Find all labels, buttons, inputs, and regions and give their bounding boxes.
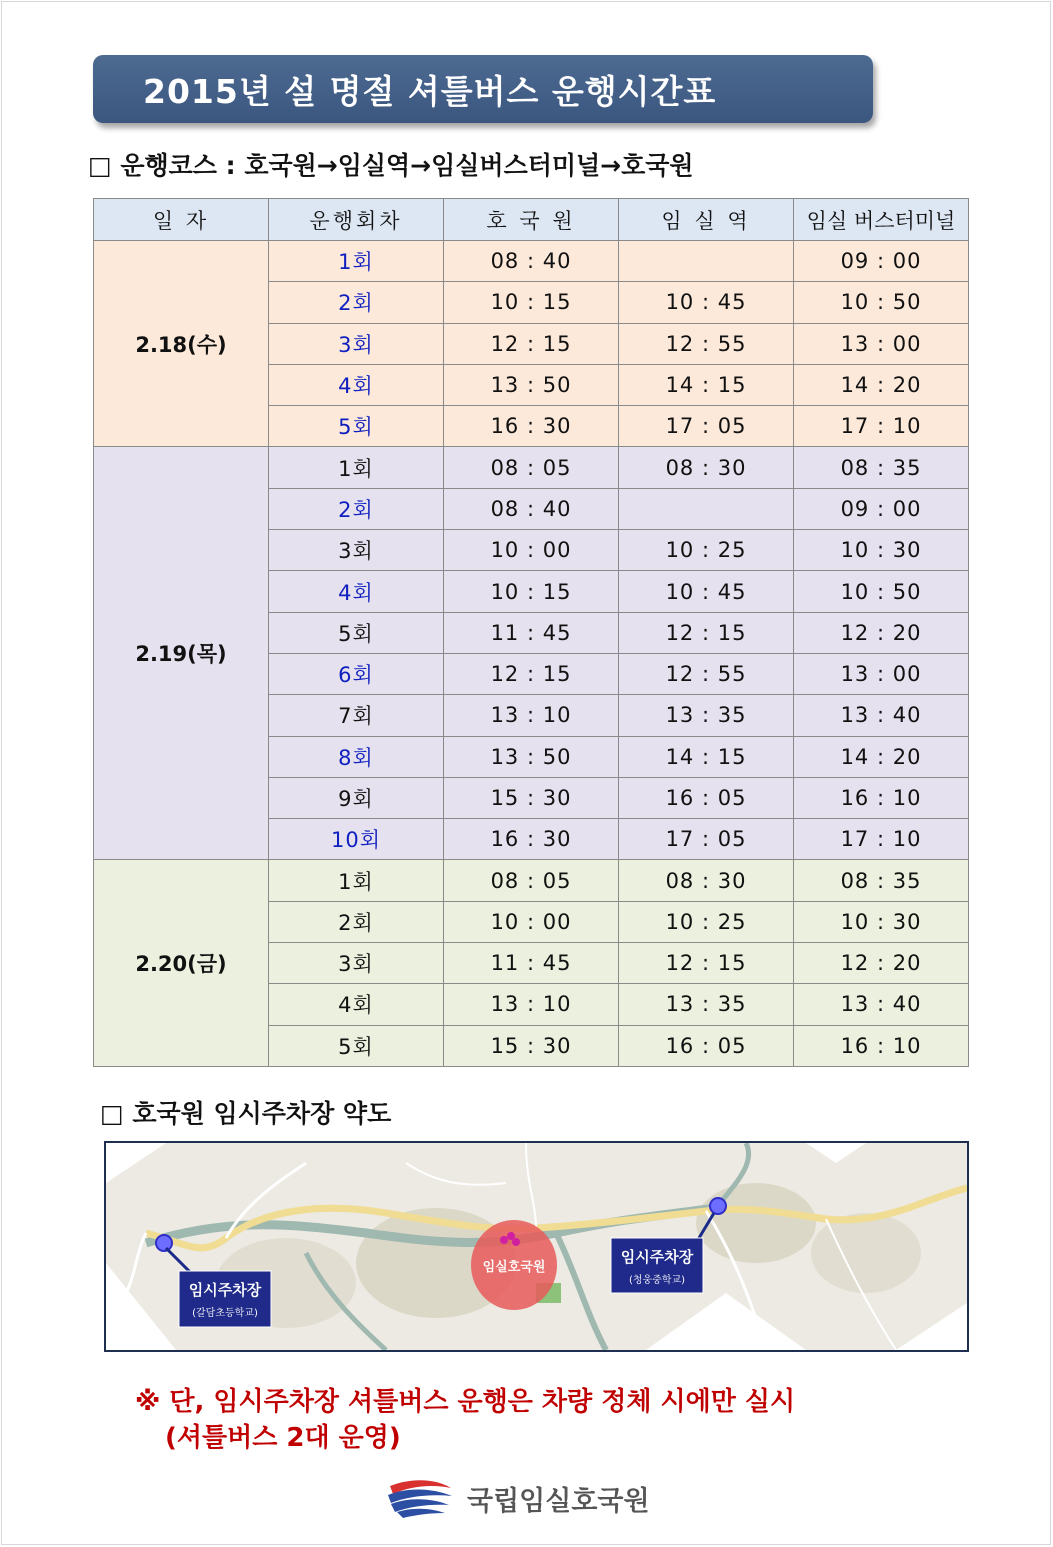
hogukwon-time-cell: 08 : 05 — [444, 447, 619, 488]
terminal-time-cell: 08 : 35 — [794, 860, 969, 901]
left-lot-sub: (갈담초등학교) — [192, 1308, 258, 1319]
hogukwon-time-cell: 15 : 30 — [444, 1025, 619, 1066]
run-cell: 7회 — [269, 695, 444, 736]
imsil-station-time-cell: 10 : 45 — [619, 282, 794, 323]
imsil-station-time-cell: 12 : 55 — [619, 323, 794, 364]
terminal-time-cell: 13 : 40 — [794, 984, 969, 1025]
terminal-time-cell: 08 : 35 — [794, 447, 969, 488]
run-cell: 1회 — [269, 241, 444, 282]
terminal-time-cell: 14 : 20 — [794, 364, 969, 405]
terminal-time-cell: 16 : 10 — [794, 777, 969, 818]
header-date: 일 자 — [94, 199, 269, 241]
map-heading: □ 호국원 임시주차장 약도 — [100, 1099, 392, 1128]
imsil-station-time-cell — [619, 488, 794, 529]
header-run: 운행회차 — [269, 199, 444, 241]
terminal-time-cell: 09 : 00 — [794, 488, 969, 529]
date-cell: 2.18(수) — [94, 241, 269, 447]
schedule-table — [93, 198, 969, 1067]
hogukwon-time-cell: 10 : 00 — [444, 901, 619, 942]
note-line-1: ※ 단, 임시주차장 셔틀버스 운행은 차량 정체 시에만 실시 — [135, 1387, 796, 1417]
header-imsil-station: 임 실 역 — [619, 199, 794, 241]
imsil-station-time-cell: 10 : 45 — [619, 571, 794, 612]
run-cell: 1회 — [269, 447, 444, 488]
run-cell: 3회 — [269, 943, 444, 984]
run-cell: 4회 — [269, 364, 444, 405]
course-heading: □ 운행코스 : 호국원→임실역→임실버스터미널→호국원 — [88, 151, 694, 180]
run-cell: 8회 — [269, 736, 444, 777]
run-cell: 2회 — [269, 901, 444, 942]
run-cell: 3회 — [269, 530, 444, 571]
run-cell: 5회 — [269, 1025, 444, 1066]
date-cell: 2.19(목) — [94, 447, 269, 860]
hogukwon-time-cell: 13 : 10 — [444, 984, 619, 1025]
hogukwon-time-cell: 08 : 40 — [444, 488, 619, 529]
imsil-station-time-cell: 16 : 05 — [619, 1025, 794, 1066]
imsil-station-time-cell: 14 : 15 — [619, 364, 794, 405]
terminal-time-cell: 13 : 00 — [794, 653, 969, 694]
imsil-station-time-cell: 10 : 25 — [619, 901, 794, 942]
hogukwon-time-cell: 10 : 15 — [444, 282, 619, 323]
hogukwon-time-cell: 08 : 40 — [444, 241, 619, 282]
terminal-time-cell: 12 : 20 — [794, 612, 969, 653]
terminal-time-cell: 10 : 30 — [794, 901, 969, 942]
hogukwon-time-cell: 12 : 15 — [444, 653, 619, 694]
terminal-time-cell: 13 : 00 — [794, 323, 969, 364]
imsil-station-time-cell: 12 : 55 — [619, 653, 794, 694]
run-cell: 2회 — [269, 488, 444, 529]
run-cell: 6회 — [269, 653, 444, 694]
hogukwon-time-cell: 11 : 45 — [444, 943, 619, 984]
imsil-station-time-cell: 08 : 30 — [619, 447, 794, 488]
right-lot-sub: (청웅중학교) — [628, 1275, 686, 1286]
imsil-station-time-cell: 12 : 15 — [619, 612, 794, 653]
hogukwon-time-cell: 13 : 50 — [444, 364, 619, 405]
hogukwon-time-cell: 11 : 45 — [444, 612, 619, 653]
imsil-station-time-cell: 13 : 35 — [619, 984, 794, 1025]
header-terminal: 임실 버스터미널 — [794, 199, 969, 241]
hogukwon-time-cell: 16 : 30 — [444, 406, 619, 447]
imsil-station-time-cell: 14 : 15 — [619, 736, 794, 777]
hogukwon-time-cell: 10 : 00 — [444, 530, 619, 571]
terminal-time-cell: 17 : 10 — [794, 406, 969, 447]
run-cell: 4회 — [269, 571, 444, 612]
hogukwon-time-cell: 13 : 10 — [444, 695, 619, 736]
date-cell: 2.20(금) — [94, 860, 269, 1066]
hogukwon-time-cell: 15 : 30 — [444, 777, 619, 818]
imsil-station-time-cell: 12 : 15 — [619, 943, 794, 984]
left-lot-marker — [156, 1235, 172, 1251]
run-cell: 1회 — [269, 860, 444, 901]
parking-map — [104, 1141, 969, 1352]
table-row — [94, 241, 969, 282]
table-header-row — [94, 199, 969, 241]
terminal-time-cell: 10 : 50 — [794, 571, 969, 612]
map-graphic — [106, 1143, 967, 1350]
terminal-time-cell: 10 : 50 — [794, 282, 969, 323]
imsil-station-time-cell — [619, 241, 794, 282]
right-lot-marker — [710, 1198, 726, 1214]
table-row — [94, 447, 969, 488]
terminal-time-cell: 16 : 10 — [794, 1025, 969, 1066]
imsil-station-time-cell: 17 : 05 — [619, 819, 794, 860]
run-cell: 2회 — [269, 282, 444, 323]
note-line-2: (셔틀버스 2대 운영) — [165, 1423, 401, 1453]
hogukwon-time-cell: 16 : 30 — [444, 819, 619, 860]
table-row — [94, 860, 969, 901]
run-cell: 9회 — [269, 777, 444, 818]
header-hogukwon: 호 국 원 — [444, 199, 619, 241]
terminal-time-cell: 17 : 10 — [794, 819, 969, 860]
terminal-time-cell: 12 : 20 — [794, 943, 969, 984]
page-title: 2015년 설 명절 셔틀버스 운행시간표 — [93, 55, 873, 123]
run-cell: 5회 — [269, 612, 444, 653]
shuttle-note — [135, 1384, 795, 1456]
right-lot-label: 임시주차장 — [620, 1248, 694, 1266]
center-label: 임실호국원 — [482, 1260, 546, 1275]
run-cell: 10회 — [269, 819, 444, 860]
schedule-body — [94, 241, 969, 1067]
org-name: 국립임실호국원 — [467, 1485, 650, 1517]
hogukwon-time-cell: 10 : 15 — [444, 571, 619, 612]
run-cell: 4회 — [269, 984, 444, 1025]
hogukwon-time-cell: 13 : 50 — [444, 736, 619, 777]
terminal-time-cell: 13 : 40 — [794, 695, 969, 736]
emblem-icon — [385, 1478, 455, 1518]
left-lot-label: 임시주차장 — [188, 1281, 262, 1299]
terminal-time-cell: 10 : 30 — [794, 530, 969, 571]
footer-logo — [385, 1476, 650, 1520]
imsil-station-time-cell: 17 : 05 — [619, 406, 794, 447]
hogukwon-time-cell: 12 : 15 — [444, 323, 619, 364]
imsil-station-time-cell: 08 : 30 — [619, 860, 794, 901]
run-cell: 3회 — [269, 323, 444, 364]
imsil-station-time-cell: 13 : 35 — [619, 695, 794, 736]
terminal-time-cell: 09 : 00 — [794, 241, 969, 282]
hogukwon-time-cell: 08 : 05 — [444, 860, 619, 901]
terminal-time-cell: 14 : 20 — [794, 736, 969, 777]
imsil-station-time-cell: 16 : 05 — [619, 777, 794, 818]
run-cell: 5회 — [269, 406, 444, 447]
imsil-station-time-cell: 10 : 25 — [619, 530, 794, 571]
